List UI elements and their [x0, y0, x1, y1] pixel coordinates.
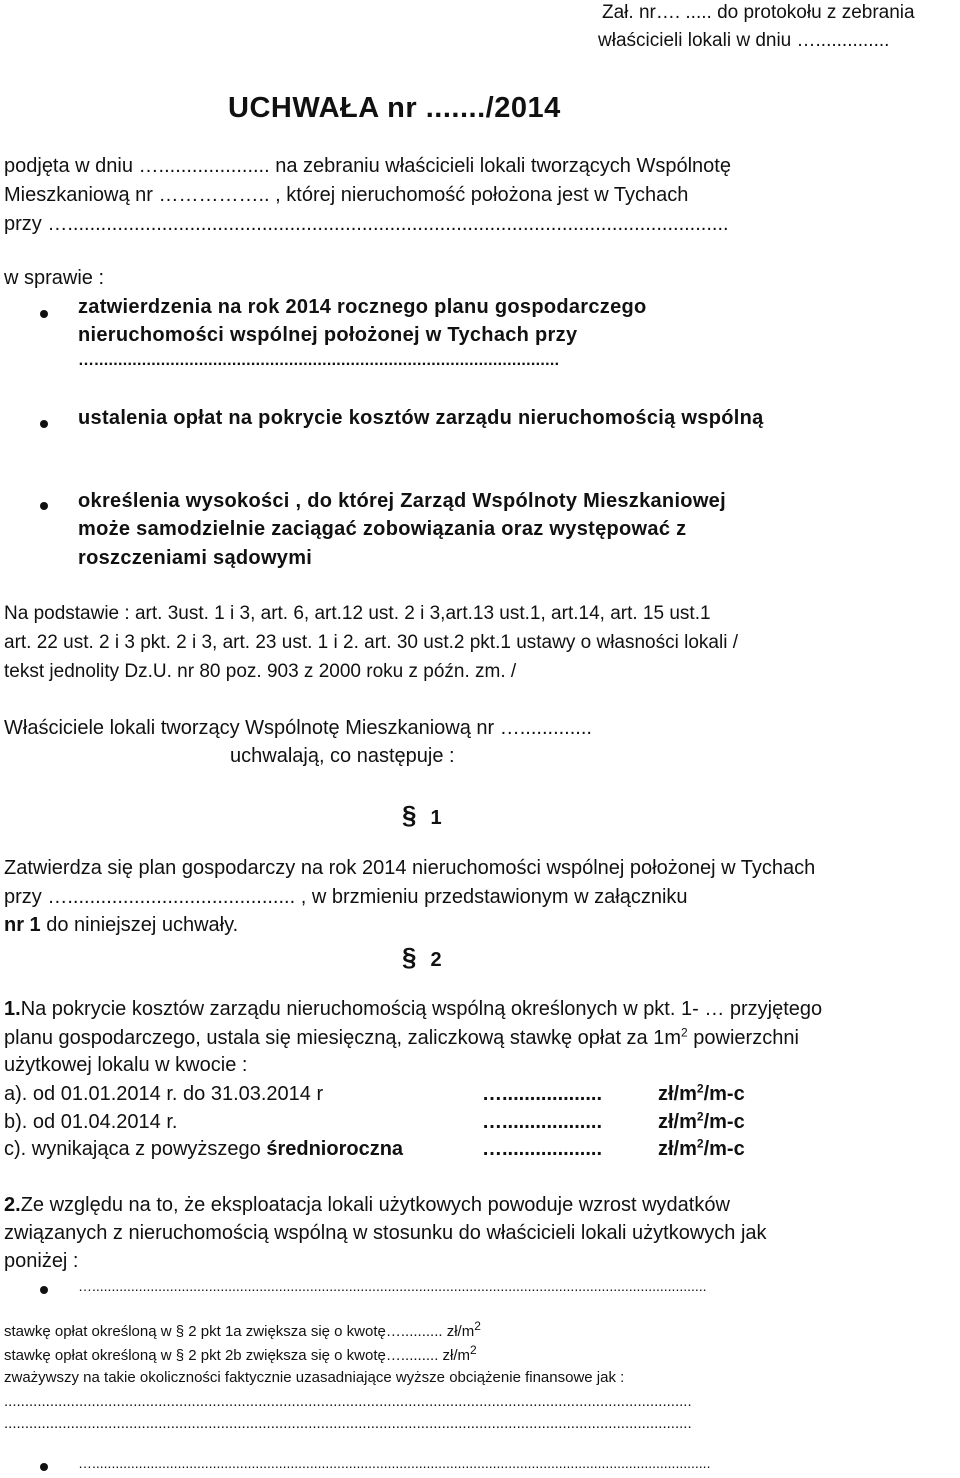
point-1-line2-rest: powierzchni — [687, 1027, 799, 1049]
rate-a-label: a). od 01.01.2014 r. do 31.03.2014 r — [4, 1083, 324, 1105]
bullet-icon — [40, 502, 48, 510]
section-2-heading — [402, 942, 442, 973]
dotted-line-1: ..................................................................................................................................................................... — [4, 1393, 692, 1410]
surcharge-line-1 — [4, 1319, 481, 1340]
superscript: 2 — [681, 1025, 688, 1040]
superscript: 2 — [696, 1136, 704, 1151]
rate-c-emphasis: średnioroczna — [266, 1138, 404, 1160]
section-1-line1: Zatwierdza się plan gospodarczy na rok 2014 nieruchomości wspólnej położonej w Tychach — [4, 857, 816, 879]
subject-label: w sprawie : — [4, 267, 105, 289]
point-1-line2 — [4, 1027, 799, 1050]
surcharge-text: stawkę opłat określoną w § 2 pkt 1a zwiększa się o kwotę….......... zł/m — [4, 1323, 475, 1340]
unit-text: /m-c — [703, 1111, 745, 1133]
superscript: 2 — [474, 1319, 481, 1333]
subject-1-line1: zatwierdzenia na rok 2014 rocznego planu gospodarczego — [78, 296, 647, 318]
rate-c-unit — [658, 1138, 745, 1161]
unit-text: zł/m — [658, 1138, 697, 1160]
bullet-icon — [40, 1463, 48, 1471]
point-2-text: Ze względu na to, że eksploatacja lokali użytkowych powoduje wzrost wydatków — [20, 1194, 730, 1216]
bullet-icon — [40, 1286, 48, 1294]
section-number: 2 — [430, 949, 442, 971]
attachment-note-line2: właścicieli lokali w dniu ….............. — [598, 30, 890, 51]
document-title: UCHWAŁA nr ......./2014 — [228, 92, 561, 124]
annex-rest: do niniejszej uchwały. — [40, 914, 239, 936]
final-dots-line: …............................................................................................................................................................... — [78, 1455, 711, 1471]
intro-line3: przy …....................................................................................................................... — [4, 213, 729, 235]
unit-text: zł/m — [658, 1111, 697, 1133]
legal-basis-line1: Na podstawie : art. 3ust. 1 i 3, art. 6, art.12 ust. 2 i 3,art.13 ust.1, art.14, art. 15 ust.1 — [4, 603, 711, 624]
section-number: 1 — [430, 807, 442, 829]
bullet-icon — [40, 420, 48, 428]
intro-line1: podjęta w dniu ….................... na zebraniu właścicieli lokali tworzących Wspólnotę — [4, 155, 731, 177]
attachment-note-line1: Zał. nr…. ..... do protokołu z zebrania — [602, 2, 915, 23]
rate-a-dots: ….................. — [482, 1083, 603, 1105]
point-2-line1 — [4, 1194, 730, 1217]
owners-line1: Właściciele lokali tworzący Wspólnotę Mieszkaniową nr …............. — [4, 717, 592, 739]
superscript: 2 — [470, 1343, 477, 1357]
rate-b-dots: ….................. — [482, 1111, 603, 1133]
unit-text: /m-c — [703, 1083, 745, 1105]
subject-3-line2: może samodzielnie zaciągać zobowiązania oraz występować z — [78, 518, 687, 540]
section-1-line2: przy …......................................... , w brzmieniu przedstawionym w załączniku — [4, 886, 688, 908]
legal-basis-line2: art. 22 ust. 2 i 3 pkt. 2 i 3, art. 23 ust. 1 i 2. art. 30 ust.2 pkt.1 ustawy o własności lokali / — [4, 632, 738, 653]
section-1-line3 — [4, 914, 238, 937]
circumstances-line: zważywszy na takie okoliczności faktycznie uzasadniające wyższe obciążenie finansowe jak : — [4, 1369, 625, 1386]
subject-1-line2: nieruchomości wspólnej położonej w Tychach przy — [78, 324, 578, 346]
rate-c-label — [4, 1138, 403, 1161]
rate-c-text: c). wynikająca z powyższego — [4, 1138, 267, 1160]
section-symbol: § — [402, 942, 417, 972]
unit-text: /m-c — [703, 1138, 745, 1160]
superscript: 2 — [696, 1081, 704, 1096]
rate-c-dots: ….................. — [482, 1138, 603, 1160]
point-2-line2: związanych z nieruchomością wspólną w stosunku do właścicieli lokali użytkowych jak — [4, 1222, 767, 1244]
annex-ref: nr 1 — [4, 914, 41, 936]
dotted-line-2: ..................................................................................................................................................................... — [4, 1415, 692, 1432]
section-1-heading — [402, 800, 442, 831]
superscript: 2 — [696, 1109, 704, 1124]
rate-a-unit — [658, 1083, 745, 1106]
surcharge-text: stawkę opłat określoną w § 2 pkt 2b zwiększa się o kwotę…......... zł/m — [4, 1347, 471, 1364]
surcharge-line-2 — [4, 1343, 477, 1364]
rate-b-label: b). od 01.04.2014 r. — [4, 1111, 178, 1133]
point-1-number: 1. — [4, 998, 21, 1020]
subject-3-line1: określenia wysokości , do której Zarząd Wspólnoty Mieszkaniowej — [78, 490, 726, 512]
bullet-icon — [40, 310, 48, 318]
point-1-line2-text: planu gospodarczego, ustala się miesięczną, zaliczkową stawkę opłat za 1m — [4, 1027, 682, 1049]
legal-basis-line3: tekst jednolity Dz.U. nr 80 poz. 903 z 2000 roku z późn. zm. / — [4, 661, 517, 682]
owners-line2: uchwalają, co następuje : — [230, 745, 455, 767]
rate-b-unit — [658, 1111, 745, 1134]
point-1-line1 — [4, 998, 822, 1021]
intro-line2: Mieszkaniową nr …………….. , której nieruchomość położona jest w Tychach — [4, 184, 689, 206]
subject-1-line3: ….................................................................................................. — [78, 352, 560, 369]
point-2-number: 2. — [4, 1194, 21, 1216]
unit-text: zł/m — [658, 1083, 697, 1105]
point-1-line3: użytkowej lokalu w kwocie : — [4, 1054, 248, 1076]
subject-2-line1: ustalenia opłat na pokrycie kosztów zarządu nieruchomością wspólną — [78, 407, 764, 429]
subject-3-line3: roszczeniami sądowymi — [78, 547, 313, 569]
bullet-dots-line: ….............................................................................................................................................................. — [78, 1278, 707, 1294]
section-symbol: § — [402, 800, 417, 830]
point-2-line3: poniżej : — [4, 1250, 79, 1272]
point-1-text: Na pokrycie kosztów zarządu nieruchomością wspólną określonych w pkt. 1- … przyjętego — [20, 998, 823, 1020]
